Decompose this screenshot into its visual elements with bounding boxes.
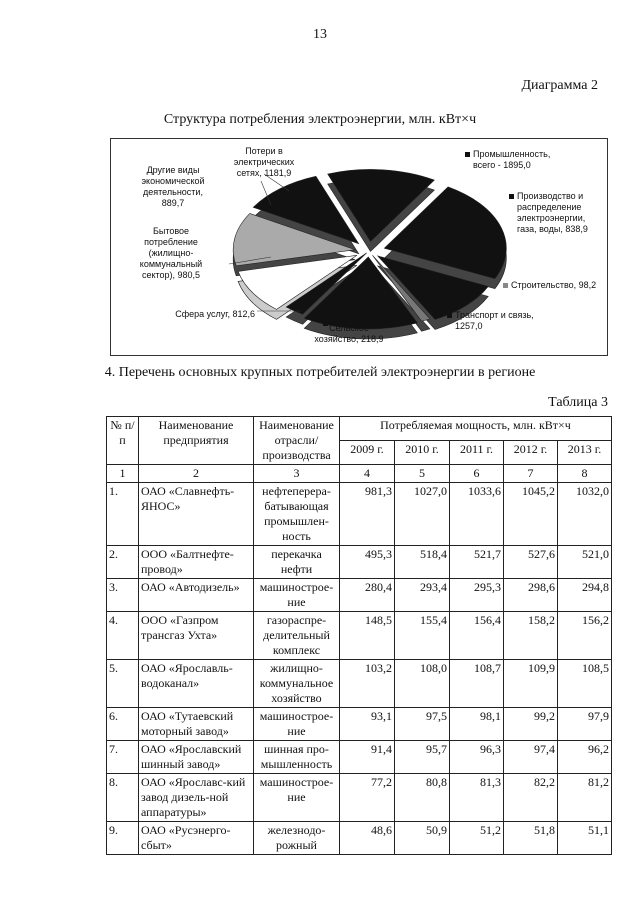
slice-label-line: потребление bbox=[144, 237, 198, 247]
slice-label-line: Промышленность, bbox=[473, 149, 551, 159]
header-power: Потребляемая мощность, млн. кВт×ч bbox=[340, 417, 612, 441]
company-name: ООО «Балтнефте-провод» bbox=[139, 546, 254, 579]
index-cell: 3 bbox=[254, 465, 340, 483]
power-value: 109,9 bbox=[504, 660, 558, 708]
slice-label-transport bbox=[455, 310, 534, 331]
company-name: ОАО «Тутаевский моторный завод» bbox=[139, 708, 254, 741]
legend-marker bbox=[465, 152, 470, 157]
row-number: 9. bbox=[107, 822, 139, 855]
power-value: 96,2 bbox=[558, 741, 612, 774]
slice-label-line: 1257,0 bbox=[455, 321, 483, 331]
slice-label-services bbox=[175, 309, 255, 319]
industry-name: машинострое-ние bbox=[254, 708, 340, 741]
power-value: 98,1 bbox=[450, 708, 504, 741]
slice-label-line: хозяйство, 218,9 bbox=[314, 334, 384, 344]
row-number: 2. bbox=[107, 546, 139, 579]
power-value: 156,2 bbox=[558, 612, 612, 660]
slice-label-line: деятельности, bbox=[143, 187, 203, 197]
power-value: 293,4 bbox=[395, 579, 450, 612]
power-value: 97,5 bbox=[395, 708, 450, 741]
company-name: ОАО «Ярославс-кий завод дизель-ной аппаратуры» bbox=[139, 774, 254, 822]
slice-label-line: Транспорт и связь, bbox=[455, 310, 534, 320]
legend-marker bbox=[509, 194, 514, 199]
row-number: 4. bbox=[107, 612, 139, 660]
table-label: Таблица 3 bbox=[548, 395, 608, 410]
company-name: ОАО «Ярославль-водоканал» bbox=[139, 660, 254, 708]
table-row bbox=[107, 579, 612, 612]
power-value: 93,1 bbox=[340, 708, 395, 741]
power-value: 51,2 bbox=[450, 822, 504, 855]
table-row bbox=[107, 708, 612, 741]
slice-label-line: экономической bbox=[141, 176, 205, 186]
power-value: 298,6 bbox=[504, 579, 558, 612]
power-value: 77,2 bbox=[340, 774, 395, 822]
slice-label-other bbox=[141, 165, 204, 208]
slice-label-line: Производство и bbox=[517, 191, 584, 201]
power-value: 156,4 bbox=[450, 612, 504, 660]
slice-label-line: Другие виды bbox=[146, 165, 200, 175]
company-name: ОАО «Ярославский шинный завод» bbox=[139, 741, 254, 774]
diagram-label: Диаграмма 2 bbox=[521, 78, 598, 93]
power-value: 103,2 bbox=[340, 660, 395, 708]
slice-label-line: 889,7 bbox=[161, 198, 185, 208]
header-name: Наименование предприятия bbox=[139, 417, 254, 465]
slice-label-construction bbox=[511, 280, 596, 290]
power-value: 295,3 bbox=[450, 579, 504, 612]
slice-label-line: электроэнергии, bbox=[517, 213, 586, 223]
table-row bbox=[107, 612, 612, 660]
table-row bbox=[107, 546, 612, 579]
power-value: 1045,2 bbox=[504, 483, 558, 546]
consumers-table bbox=[106, 416, 612, 855]
slice-label-line: сетях, 1181,9 bbox=[236, 168, 292, 178]
index-cell: 1 bbox=[107, 465, 139, 483]
industry-name: машинострое-ние bbox=[254, 774, 340, 822]
slice-label-line: распределение bbox=[517, 202, 582, 212]
slice-label-energy bbox=[517, 191, 588, 234]
company-name: ОАО «Русэнерго-сбыт» bbox=[139, 822, 254, 855]
pie-chart bbox=[110, 138, 608, 356]
index-cell: 5 bbox=[395, 465, 450, 483]
slice-label-line: (жилищно- bbox=[148, 248, 194, 258]
industry-name: нефтеперера-батывающая промышлен-ность bbox=[254, 483, 340, 546]
header-year: 2012 г. bbox=[504, 441, 558, 465]
table-row bbox=[107, 660, 612, 708]
row-number: 5. bbox=[107, 660, 139, 708]
row-number: 7. bbox=[107, 741, 139, 774]
row-number: 1. bbox=[107, 483, 139, 546]
power-value: 1033,6 bbox=[450, 483, 504, 546]
slice-label-losses bbox=[234, 146, 295, 178]
power-value: 155,4 bbox=[395, 612, 450, 660]
slice-label-industry bbox=[473, 149, 550, 170]
power-value: 97,4 bbox=[504, 741, 558, 774]
legend-marker bbox=[323, 321, 328, 326]
slice-label-line: Сельское bbox=[329, 323, 369, 333]
industry-name: железнодо-рожный bbox=[254, 822, 340, 855]
slice-label-line: газа, воды, 838,9 bbox=[517, 224, 588, 234]
header-year: 2009 г. bbox=[340, 441, 395, 465]
legend-marker bbox=[447, 313, 452, 318]
power-value: 1027,0 bbox=[395, 483, 450, 546]
industry-name: перекачка нефти bbox=[254, 546, 340, 579]
power-value: 96,3 bbox=[450, 741, 504, 774]
power-value: 99,2 bbox=[504, 708, 558, 741]
power-value: 50,9 bbox=[395, 822, 450, 855]
power-value: 51,8 bbox=[504, 822, 558, 855]
power-value: 981,3 bbox=[340, 483, 395, 546]
row-number: 6. bbox=[107, 708, 139, 741]
industry-name: машинострое-ние bbox=[254, 579, 340, 612]
header-year: 2010 г. bbox=[395, 441, 450, 465]
slice-label-line: Сфера услуг, 812,6 bbox=[175, 309, 255, 319]
table-row bbox=[107, 483, 612, 546]
row-number: 8. bbox=[107, 774, 139, 822]
company-name: ОАО «Славнефть-ЯНОС» bbox=[139, 483, 254, 546]
slice-label-line: электрических bbox=[233, 157, 295, 167]
power-value: 527,6 bbox=[504, 546, 558, 579]
power-value: 48,6 bbox=[340, 822, 395, 855]
industry-name: шинная про-мышленность bbox=[254, 741, 340, 774]
power-value: 521,7 bbox=[450, 546, 504, 579]
row-number: 3. bbox=[107, 579, 139, 612]
slice-label-household bbox=[140, 226, 202, 280]
power-value: 521,0 bbox=[558, 546, 612, 579]
index-cell: 6 bbox=[450, 465, 504, 483]
legend-marker bbox=[503, 283, 508, 288]
index-row bbox=[107, 465, 612, 483]
power-value: 108,0 bbox=[395, 660, 450, 708]
power-value: 518,4 bbox=[395, 546, 450, 579]
industry-name: газораспре-делительный комплекс bbox=[254, 612, 340, 660]
index-cell: 2 bbox=[139, 465, 254, 483]
header-industry: Наименование отрасли/ производства bbox=[254, 417, 340, 465]
power-value: 158,2 bbox=[504, 612, 558, 660]
power-value: 95,7 bbox=[395, 741, 450, 774]
power-value: 81,3 bbox=[450, 774, 504, 822]
table-row bbox=[107, 822, 612, 855]
slice-label-line: Строительство, 98,2 bbox=[511, 280, 597, 290]
header-num: № п/п bbox=[107, 417, 139, 465]
power-value: 97,9 bbox=[558, 708, 612, 741]
power-value: 495,3 bbox=[340, 546, 395, 579]
power-value: 82,2 bbox=[504, 774, 558, 822]
industry-name: жилищно-коммунальное хозяйство bbox=[254, 660, 340, 708]
slice-label-line: Потери в bbox=[245, 146, 283, 156]
section-heading: 4. Перечень основных крупных потребителей электроэнергии в регионе bbox=[104, 365, 536, 380]
index-cell: 4 bbox=[340, 465, 395, 483]
power-value: 280,4 bbox=[340, 579, 395, 612]
company-name: ОАО «Автодизель» bbox=[139, 579, 254, 612]
power-value: 80,8 bbox=[395, 774, 450, 822]
power-value: 51,1 bbox=[558, 822, 612, 855]
power-value: 91,4 bbox=[340, 741, 395, 774]
slice-label-line: коммунальный bbox=[139, 259, 203, 269]
page-number: 13 bbox=[313, 27, 327, 42]
power-value: 108,5 bbox=[558, 660, 612, 708]
power-value: 108,7 bbox=[450, 660, 504, 708]
table-row bbox=[107, 741, 612, 774]
power-value: 1032,0 bbox=[558, 483, 612, 546]
slice-label-line: сектор), 980,5 bbox=[141, 270, 201, 280]
power-value: 81,2 bbox=[558, 774, 612, 822]
header-year: 2013 г. bbox=[558, 441, 612, 465]
table-row bbox=[107, 774, 612, 822]
header-year: 2011 г. bbox=[450, 441, 504, 465]
power-value: 148,5 bbox=[340, 612, 395, 660]
power-value: 294,8 bbox=[558, 579, 612, 612]
slice-label-line: Бытовое bbox=[152, 226, 190, 236]
slice-label-line: всего - 1895,0 bbox=[473, 160, 531, 170]
company-name: ООО «Газпром трансгаз Ухта» bbox=[139, 612, 254, 660]
index-cell: 8 bbox=[558, 465, 612, 483]
diagram-title: Структура потребления электроэнергии, млн. кВт×ч bbox=[163, 112, 477, 127]
index-cell: 7 bbox=[504, 465, 558, 483]
pie-chart-svg bbox=[111, 139, 609, 357]
